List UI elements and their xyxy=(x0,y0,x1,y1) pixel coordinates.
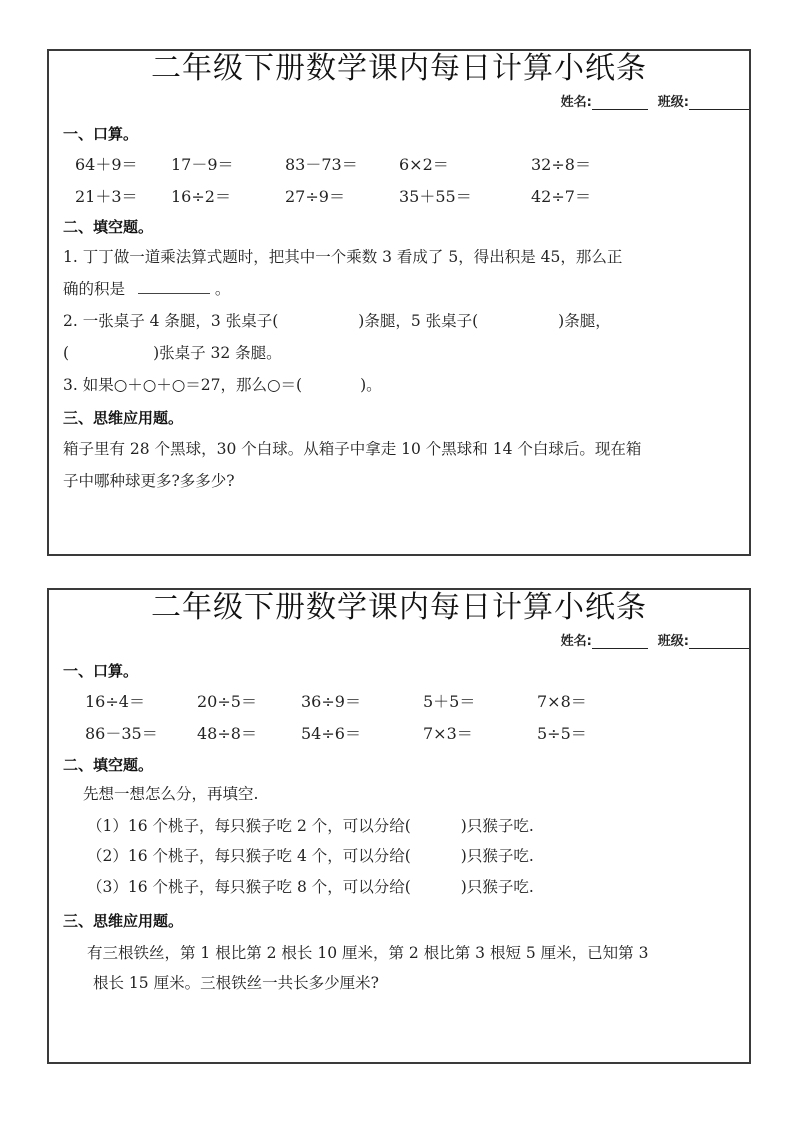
worksheet-1 xyxy=(47,49,751,556)
calc-item: 86－35＝ xyxy=(85,724,158,743)
question-2-line-1 xyxy=(63,311,745,331)
student-info xyxy=(561,91,749,110)
question-1-end: 。 xyxy=(214,280,231,298)
question-3 xyxy=(63,375,745,395)
class-label: 班级: xyxy=(657,95,689,110)
mental-math-row xyxy=(49,152,749,174)
calc-item: 27÷9＝ xyxy=(285,187,345,206)
section-mental-math-heading: 一、口算。 xyxy=(63,125,139,143)
section-word-problem-heading: 三、思维应用题。 xyxy=(63,409,184,427)
calc-item: 16÷2＝ xyxy=(171,187,231,206)
answer-blank[interactable] xyxy=(138,279,210,294)
calc-item: 16÷4＝ xyxy=(85,692,145,711)
calc-item: 42÷7＝ xyxy=(531,187,591,206)
fill-blank-intro: 先想一想怎么分，再填空. xyxy=(83,785,259,803)
word-problem-line-2: 根长 15 厘米。三根铁丝一共长多少厘米? xyxy=(93,974,379,992)
question-2-text-b: )条腿，5 张桌子( xyxy=(358,312,479,330)
item-text-a: （3）16 个桃子，每只猴子吃 8 个，可以分给( xyxy=(87,878,411,896)
question-1-line-1: 1. 丁丁做一道乘法算式题时，把其中一个乘数 3 看成了 5，得出积是 45，那么正 xyxy=(63,248,623,266)
question-2-text-d: ( xyxy=(63,344,70,362)
name-label: 姓名: xyxy=(560,634,592,649)
mental-math-row xyxy=(49,184,749,206)
item-text-b: )只猴子吃. xyxy=(460,878,534,896)
fill-blank-item xyxy=(87,877,745,897)
calc-item: 64＋9＝ xyxy=(75,155,138,174)
calc-item: 21＋3＝ xyxy=(75,187,138,206)
word-problem-line-1: 有三根铁丝，第 1 根比第 2 根长 10 厘米，第 2 根比第 3 根短 5 厘米，已知第 3 xyxy=(87,944,649,962)
question-2-text-a: 2. 一张桌子 4 条腿，3 张桌子( xyxy=(63,312,279,330)
calc-item: 54÷6＝ xyxy=(301,724,361,743)
calc-item: 32÷8＝ xyxy=(531,155,591,174)
item-text-b: )只猴子吃. xyxy=(460,847,534,865)
question-1-line-2 xyxy=(63,279,745,299)
calc-item: 48÷8＝ xyxy=(197,724,257,743)
item-text-b: )只猴子吃. xyxy=(460,817,534,835)
class-field[interactable] xyxy=(689,95,749,110)
calc-item: 36÷9＝ xyxy=(301,692,361,711)
name-label: 姓名: xyxy=(560,95,592,110)
item-text-a: （1）16 个桃子，每只猴子吃 2 个，可以分给( xyxy=(87,817,411,835)
calc-item: 7×8＝ xyxy=(537,692,587,711)
calc-item: 17－9＝ xyxy=(171,155,234,174)
item-text-a: （2）16 个桃子，每只猴子吃 4 个，可以分给( xyxy=(87,847,411,865)
student-info xyxy=(561,630,749,649)
calc-item: 5＋5＝ xyxy=(423,692,476,711)
fill-blank-item xyxy=(87,846,745,866)
calc-item: 35＋55＝ xyxy=(399,187,472,206)
calc-item: 7×3＝ xyxy=(423,724,473,743)
name-field[interactable] xyxy=(592,634,648,649)
section-fill-blank-heading: 二、填空题。 xyxy=(63,218,154,236)
question-2-text-c: )条腿， xyxy=(558,312,611,330)
class-label: 班级: xyxy=(657,634,689,649)
section-word-problem-heading: 三、思维应用题。 xyxy=(63,912,184,930)
worksheet-title: 二年级下册数学课内每日计算小纸条 xyxy=(151,590,647,625)
question-3-text-b: )。 xyxy=(360,376,382,394)
class-field[interactable] xyxy=(689,634,749,649)
question-1-text: 确的积是 xyxy=(63,280,126,298)
calc-item: 83－73＝ xyxy=(285,155,358,174)
worksheet-2 xyxy=(47,588,751,1064)
word-problem-line-2: 子中哪种球更多?多多少? xyxy=(63,472,235,490)
mental-math-row xyxy=(49,721,749,743)
question-3-text-a: 3. 如果○＋○＋○＝27，那么○＝( xyxy=(63,376,303,394)
calc-item: 20÷5＝ xyxy=(197,692,257,711)
section-mental-math-heading: 一、口算。 xyxy=(63,662,139,680)
question-2-text-e: )张桌子 32 条腿。 xyxy=(153,344,282,362)
fill-blank-item xyxy=(87,816,745,836)
worksheet-title: 二年级下册数学课内每日计算小纸条 xyxy=(151,51,647,86)
calc-item: 5÷5＝ xyxy=(537,724,587,743)
mental-math-row xyxy=(49,689,749,711)
section-fill-blank-heading: 二、填空题。 xyxy=(63,756,154,774)
name-field[interactable] xyxy=(592,95,648,110)
word-problem-line-1: 箱子里有 28 个黑球，30 个白球。从箱子中拿走 10 个黑球和 14 个白球后。现在箱 xyxy=(63,440,642,458)
calc-item: 6×2＝ xyxy=(399,155,449,174)
question-2-line-2 xyxy=(63,343,745,363)
